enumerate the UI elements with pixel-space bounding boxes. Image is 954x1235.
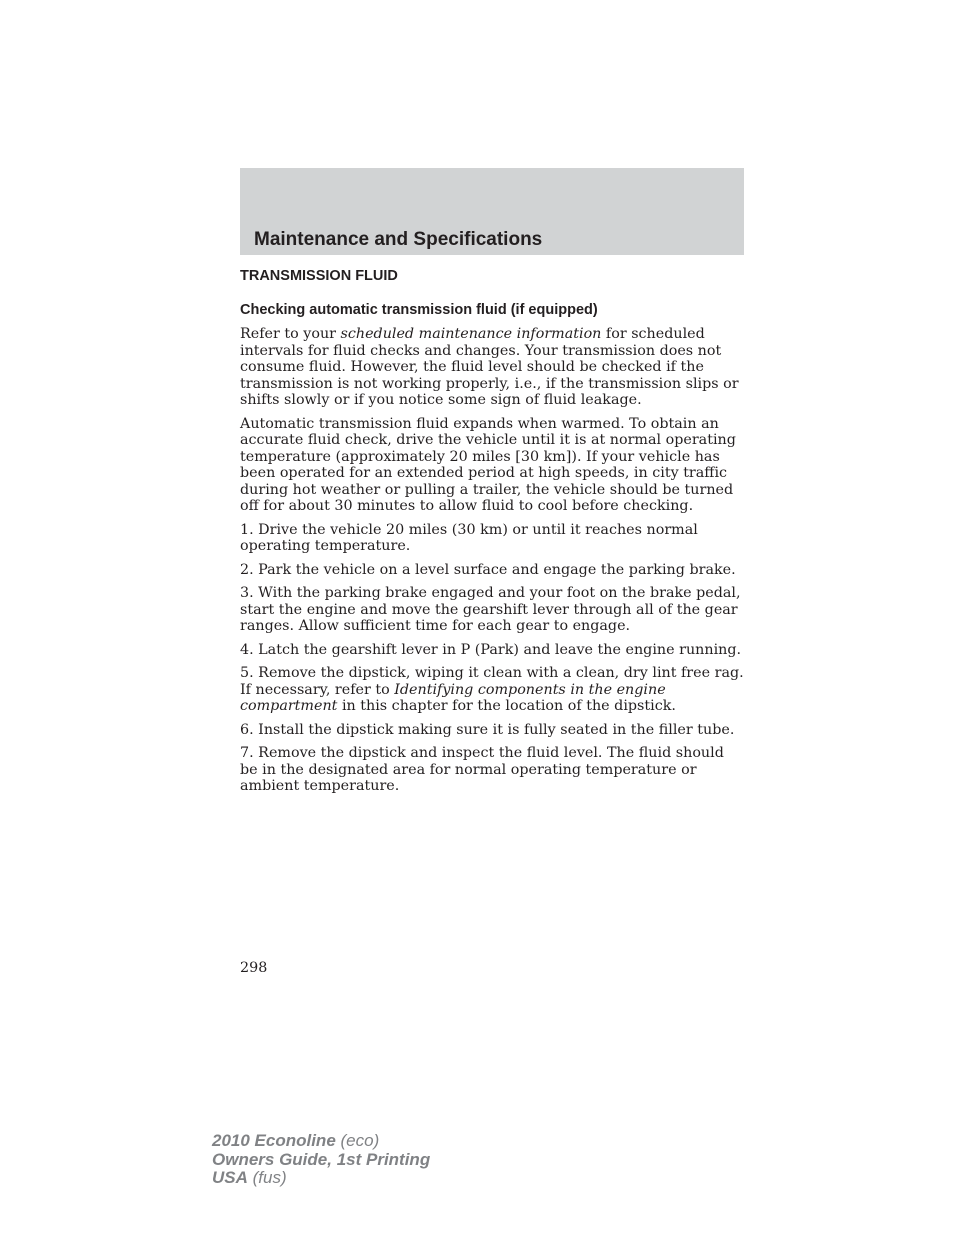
engine-compartment-reference: Identifying components in the engine compartment (240, 681, 666, 714)
step-6: 6. Install the dipstick making sure it is fully seated in the filler tube. (240, 721, 735, 738)
chapter-title: Maintenance and Specifications (254, 229, 543, 250)
chapter-header-band (240, 168, 744, 255)
document-footer (212, 1132, 430, 1188)
paragraph-intro: Refer to your scheduled maintenance information for scheduled intervals for fluid checks and changes. Your transmission does not consume fluid. However, the fluid level should be checked if the transmission is not working properly, i.e., if the transmission slips or shifts slowly or if you notice some sign of fluid leakage. (240, 326, 739, 408)
step-4: 4. Latch the gearshift lever in P (Park) and leave the engine running. (240, 641, 742, 658)
section-heading: TRANSMISSION FLUID (240, 268, 398, 284)
footer-line-edition: Owners Guide, 1st Printing (212, 1149, 431, 1169)
step-2: 2. Park the vehicle on a level surface and engage the parking brake. (240, 561, 736, 578)
page-number: 298 (240, 960, 268, 976)
footer-line-model: 2010 Econoline (eco) (212, 1131, 380, 1150)
footer-line-market: USA (fus) (212, 1168, 287, 1187)
step-7: 7. Remove the dipstick and inspect the fluid level. The fluid should be in the designated area for normal operating temperature or ambient temperature. (240, 745, 724, 794)
paragraph-fluid-expansion: Automatic transmission fluid expands when warmed. To obtain an accurate fluid check, drive the vehicle until it is at normal operating temperature (approximately 20 miles [30 km]). If your vehicle has been operated for an extended period at high speeds, in city traffic during hot weather or pulling a trailer, the vehicle should be turned off for about 30 minutes to allow fluid to cool before checking. (240, 415, 736, 514)
step-1: 1. Drive the vehicle 20 miles (30 km) or until it reaches normal operating temperature. (240, 521, 698, 554)
sub-heading: Checking automatic transmission fluid (if equipped) (240, 302, 598, 318)
step-5: 5. Remove the dipstick, wiping it clean with a clean, dry lint free rag. If necessary, refer to Identifying components in the engine compartment in this chapter for the location of the dipstick. (240, 665, 744, 714)
step-3: 3. With the parking brake engaged and your foot on the brake pedal, start the engine and move the gearshift lever through all of the gear ranges. Allow sufficient time for each gear to engage. (240, 585, 741, 634)
page-content (240, 268, 746, 802)
maintenance-info-reference: scheduled maintenance information (340, 326, 602, 342)
